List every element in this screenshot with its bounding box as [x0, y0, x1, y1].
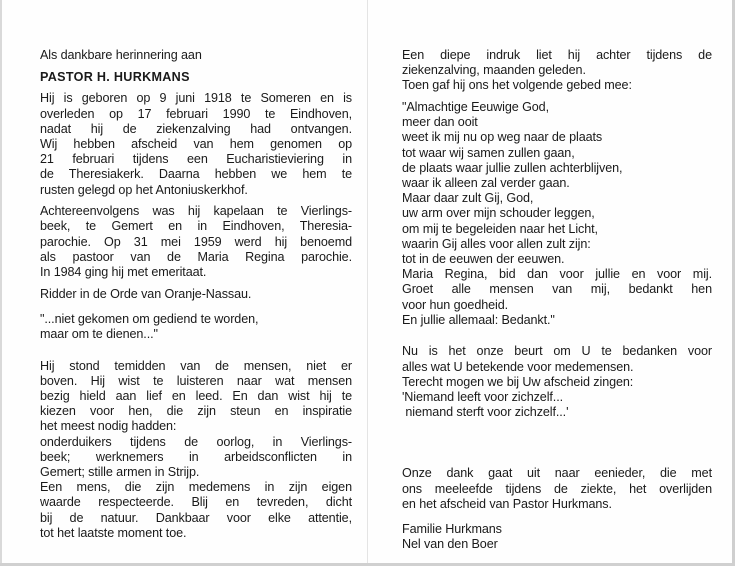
text-line: ons meeleefde tijdens de ziekte, het overlijden	[402, 481, 712, 496]
prayer-line: de plaats waar jullie zullen achterblijven,	[402, 160, 623, 175]
left-page	[40, 48, 352, 541]
text-line: Een diepe indruk liet hij achter tijdens de	[402, 48, 712, 62]
prayer-line: tot waar wij samen zullen gaan,	[402, 145, 575, 160]
text-line: Terecht mogen we bij Uw afscheid zingen:	[402, 374, 634, 389]
text-line: 'Niemand leeft voor zichzelf...	[402, 389, 563, 404]
prayer-line: En jullie allemaal: Bedankt."	[402, 312, 555, 327]
prayer	[402, 100, 712, 328]
signatures	[402, 522, 712, 552]
quote-line: "...niet gekomen om gediend te worden,	[40, 311, 259, 326]
prayer-line: Maria Regina, bid dan voor jullie en voor mij.	[402, 267, 712, 282]
text-line: parochie. Op 31 mei 1959 werd hij benoemd	[40, 234, 352, 249]
thanks-paragraph	[402, 466, 712, 512]
prayer-line: "Almachtige Eeuwige God,	[402, 100, 549, 115]
text-line: nadat hij de ziekenzalving had ontvangen.	[40, 121, 352, 136]
career-paragraph	[40, 204, 352, 280]
text-line: bij de natuur. Dankbaar voor elke attentie,	[40, 510, 352, 525]
text-line: alles wat U betekende voor medemensen.	[402, 359, 634, 374]
text-line: Toen gaf hij ons het volgende gebed mee:	[402, 78, 632, 93]
text-line: tot het laatste moment toe.	[40, 525, 187, 540]
text-line: en het afscheid van Pastor Hurkmans.	[402, 496, 612, 511]
text-line: boven. Hij wist te luisteren naar wat mensen	[40, 373, 352, 388]
text-line: waarde respecteerde. Blij en tevreden, dicht	[40, 495, 352, 510]
right-page	[402, 48, 712, 552]
text-line: als pastoor van de Maria Regina parochie.	[40, 249, 352, 264]
text-line: In 1984 ging hij met emeritaat.	[40, 264, 207, 279]
prayer-line: om mij te begeleiden naar het Licht,	[402, 221, 598, 236]
card-fold	[367, 0, 368, 566]
text-line: overleden op 17 februari 1990 te Eindhoven,	[40, 106, 352, 121]
text-line: onderduikers tijdens de oorlog, in Vierlings-	[40, 434, 352, 449]
quote-line: maar om te dienen..."	[40, 327, 158, 341]
text-line: Achtereenvolgens was hij kapelaan te Vierlings-	[40, 204, 352, 219]
prayer-line: tot in de eeuwen der eeuwen.	[402, 251, 565, 266]
prayer-line: uw arm over mijn schouder leggen,	[402, 206, 595, 221]
text-line: bezig hield aan lief en leed. En dan wist hij te	[40, 389, 352, 404]
text-line: het meest nodig hadden:	[40, 419, 177, 434]
prayer-line: voor hun goedheid.	[402, 297, 509, 312]
text-line: beek, te Gemert en in Eindhoven, Theresia-	[40, 219, 352, 234]
prayer-line: Groet alle mensen van mij, bedankt hen	[402, 282, 712, 297]
text-line: 21 februari tijdens een Eucharistieviering in	[40, 152, 352, 167]
text-line: Onze dank gaat uit naar eenieder, die met	[402, 466, 712, 481]
signature-person: Nel van den Boer	[402, 537, 498, 552]
prayer-line: Maar daar zult Gij, God,	[402, 191, 534, 206]
text-line: Gemert; stille armen in Strijp.	[40, 465, 200, 479]
text-line: Een mens, die zijn medemens in zijn eigen	[40, 480, 352, 495]
text-line: rusten gelegd op het Antoniuskerkhof.	[40, 182, 248, 197]
text-line: Nu is het onze beurt om U te bedanken voor	[402, 344, 712, 359]
signature-family: Familie Hurkmans	[402, 521, 502, 536]
text-line: ziekenzalving, maanden geleden.	[402, 63, 586, 78]
intro-line: Als dankbare herinnering aan	[40, 48, 202, 62]
deceased-name: PASTOR H. HURKMANS	[40, 69, 190, 84]
prayer-line: weet ik mij nu op weg naar de plaats	[402, 130, 603, 145]
impression-paragraph	[402, 48, 712, 94]
gratitude-paragraph	[402, 344, 712, 420]
biography-paragraph	[40, 91, 352, 197]
text-line: kiezen voor hen, die zijn steun en inspiratie	[40, 404, 352, 419]
text-line: de Theresiakerk. Daarna hebben we hem te	[40, 167, 352, 182]
text-line: Hij stond temidden van de mensen, niet er	[40, 358, 352, 373]
text-line: niemand sterft voor zichzelf...'	[402, 405, 569, 420]
card-edge-left	[0, 0, 2, 566]
text-line: Wij hebben afscheid van hem genomen op	[40, 136, 352, 151]
prayer-line: waar ik alleen zal verder gaan.	[402, 176, 570, 190]
character-paragraph	[40, 359, 352, 541]
honor-line: Ridder in de Orde van Oranje-Nassau.	[40, 286, 252, 301]
text-line: Hij is geboren op 9 juni 1918 te Someren en is	[40, 91, 352, 106]
text-line: beek; werknemers in arbeidsconflicten in	[40, 449, 352, 464]
prayer-line: meer dan ooit	[402, 115, 478, 130]
motto-quote	[40, 312, 352, 342]
prayer-line: waarin Gij alles voor allen zult zijn:	[402, 236, 591, 251]
